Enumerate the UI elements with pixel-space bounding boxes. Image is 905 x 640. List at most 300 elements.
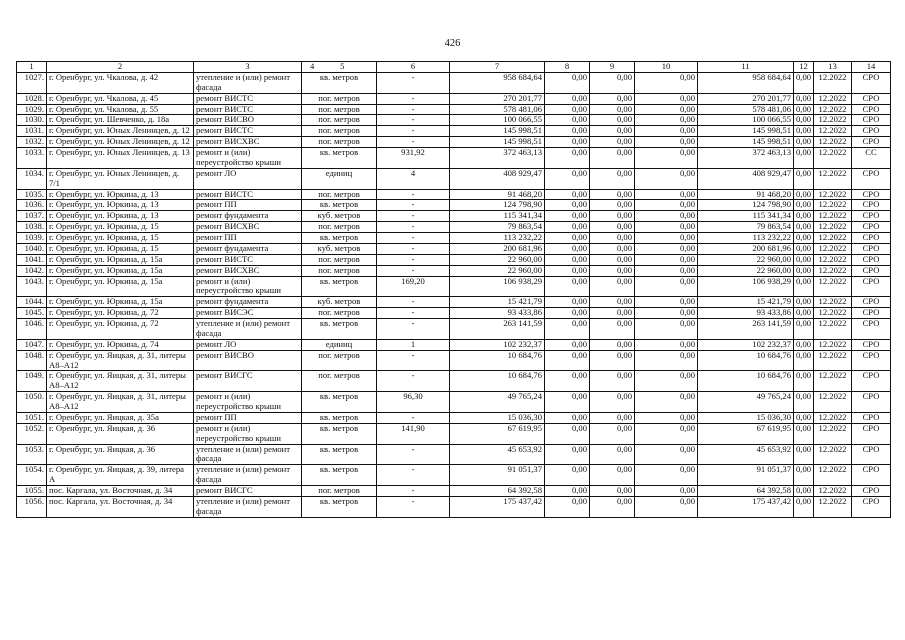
funds-3-cell: 0,00 [590, 412, 635, 423]
column-header-1: 1 [17, 62, 47, 73]
completion-date-cell: 12.2022 [814, 137, 852, 148]
method-cell: СРО [852, 371, 891, 392]
total-cost-cell: 175 437,42 [450, 496, 545, 517]
funds-2-cell: 0,00 [545, 423, 590, 444]
owners-funds-cell: 102 232,37 [698, 339, 794, 350]
volume-cell: 4 [377, 168, 450, 189]
row-number-cell: 1029. [17, 104, 47, 115]
volume-cell: - [377, 104, 450, 115]
column-header-13: 14 [852, 62, 891, 73]
funds-2-cell: 0,00 [545, 350, 590, 371]
funds-4-cell: 0,00 [635, 72, 698, 93]
method-cell: СРО [852, 465, 891, 486]
method-cell: СРО [852, 137, 891, 148]
funds-4-cell: 0,00 [635, 115, 698, 126]
row-number-cell: 1034. [17, 168, 47, 189]
total-cost-cell: 270 201,77 [450, 93, 545, 104]
works-register-table [16, 61, 891, 518]
method-cell: СРО [852, 222, 891, 233]
method-cell: СРО [852, 265, 891, 276]
funds-6-cell: 0,00 [794, 115, 814, 126]
column-header-8: 9 [590, 62, 635, 73]
work-type-cell: ремонт ЛО [194, 168, 302, 189]
table-row [17, 115, 891, 126]
funds-3-cell: 0,00 [590, 243, 635, 254]
method-cell: СРО [852, 486, 891, 497]
funds-4-cell: 0,00 [635, 137, 698, 148]
total-cost-cell: 79 863,54 [450, 222, 545, 233]
completion-date-cell: 12.2022 [814, 339, 852, 350]
funds-6-cell: 0,00 [794, 148, 814, 169]
owners-funds-cell: 958 684,64 [698, 72, 794, 93]
row-number-cell: 1048. [17, 350, 47, 371]
owners-funds-cell: 93 433,86 [698, 308, 794, 319]
address-cell: г. Оренбург, ул. Юркина, д. 15а [47, 254, 194, 265]
funds-4-cell: 0,00 [635, 126, 698, 137]
total-cost-cell: 45 653,92 [450, 444, 545, 465]
completion-date-cell: 12.2022 [814, 276, 852, 297]
unit-cell: кв. метров [302, 233, 377, 244]
address-cell: г. Оренбург, ул. Яицкая, д. 31, литеры А8–А12 [47, 350, 194, 371]
row-number-cell: 1043. [17, 276, 47, 297]
volume-cell: - [377, 72, 450, 93]
funds-6-cell: 0,00 [794, 496, 814, 517]
address-cell: г. Оренбург, ул. Юркина, д. 15а [47, 297, 194, 308]
funds-2-cell: 0,00 [545, 72, 590, 93]
address-cell: пос. Каргала, ул. Восточная, д. 34 [47, 486, 194, 497]
completion-date-cell: 12.2022 [814, 465, 852, 486]
funds-4-cell: 0,00 [635, 243, 698, 254]
total-cost-cell: 200 681,96 [450, 243, 545, 254]
unit-cell: кв. метров [302, 465, 377, 486]
address-cell: г. Оренбург, ул. Юных Ленинцев, д. 13 [47, 148, 194, 169]
row-number-cell: 1036. [17, 200, 47, 211]
funds-3-cell: 0,00 [590, 254, 635, 265]
funds-6-cell: 0,00 [794, 276, 814, 297]
completion-date-cell: 12.2022 [814, 371, 852, 392]
work-type-cell: утепление и (или) ремонт фасада [194, 72, 302, 93]
work-type-cell: ремонт ВИСХВС [194, 265, 302, 276]
funds-4-cell: 0,00 [635, 496, 698, 517]
method-cell: СРО [852, 319, 891, 340]
funds-3-cell: 0,00 [590, 339, 635, 350]
volume-cell: - [377, 93, 450, 104]
row-number-cell: 1053. [17, 444, 47, 465]
owners-funds-cell: 15 421,79 [698, 297, 794, 308]
address-cell: г. Оренбург, ул. Юркина, д. 15а [47, 276, 194, 297]
funds-6-cell: 0,00 [794, 486, 814, 497]
unit-cell: пог. метров [302, 126, 377, 137]
row-number-cell: 1052. [17, 423, 47, 444]
column-header-10: 11 [698, 62, 794, 73]
row-number-cell: 1037. [17, 211, 47, 222]
work-type-cell: ремонт ВИСТС [194, 254, 302, 265]
table-row [17, 200, 891, 211]
table-row [17, 308, 891, 319]
funds-4-cell: 0,00 [635, 339, 698, 350]
address-cell: г. Оренбург, ул. Юных Ленинцев, д. 7/1 [47, 168, 194, 189]
total-cost-cell: 408 929,47 [450, 168, 545, 189]
table-row [17, 350, 891, 371]
funds-6-cell: 0,00 [794, 392, 814, 413]
funds-3-cell: 0,00 [590, 392, 635, 413]
funds-6-cell: 0,00 [794, 254, 814, 265]
table-row [17, 137, 891, 148]
row-number-cell: 1041. [17, 254, 47, 265]
total-cost-cell: 263 141,59 [450, 319, 545, 340]
method-cell: СРО [852, 126, 891, 137]
owners-funds-cell: 145 998,51 [698, 126, 794, 137]
row-number-cell: 1027. [17, 72, 47, 93]
volume-cell: - [377, 444, 450, 465]
method-cell: СРО [852, 308, 891, 319]
funds-4-cell: 0,00 [635, 371, 698, 392]
total-cost-cell: 958 684,64 [450, 72, 545, 93]
address-cell: г. Оренбург, ул. Чкалова, д. 55 [47, 104, 194, 115]
funds-4-cell: 0,00 [635, 444, 698, 465]
column-header-6: 7 [450, 62, 545, 73]
unit-cell: кв. метров [302, 392, 377, 413]
work-type-cell: ремонт и (или) переустройство крыши [194, 148, 302, 169]
completion-date-cell: 12.2022 [814, 254, 852, 265]
row-number-cell: 1047. [17, 339, 47, 350]
funds-4-cell: 0,00 [635, 104, 698, 115]
funds-3-cell: 0,00 [590, 104, 635, 115]
funds-4-cell: 0,00 [635, 276, 698, 297]
address-cell: г. Оренбург, ул. Юркина, д. 15 [47, 222, 194, 233]
row-number-cell: 1046. [17, 319, 47, 340]
unit-cell: кв. метров [302, 496, 377, 517]
funds-6-cell: 0,00 [794, 104, 814, 115]
completion-date-cell: 12.2022 [814, 93, 852, 104]
volume-cell: 141,90 [377, 423, 450, 444]
funds-2-cell: 0,00 [545, 254, 590, 265]
unit-cell: кв. метров [302, 423, 377, 444]
row-number-cell: 1049. [17, 371, 47, 392]
funds-6-cell: 0,00 [794, 265, 814, 276]
completion-date-cell: 12.2022 [814, 308, 852, 319]
method-cell: СРО [852, 233, 891, 244]
method-cell: СС [852, 148, 891, 169]
funds-3-cell: 0,00 [590, 222, 635, 233]
work-type-cell: ремонт ВИСХВС [194, 222, 302, 233]
volume-cell: - [377, 319, 450, 340]
address-cell: г. Оренбург, ул. Яицкая, д. 35а [47, 412, 194, 423]
funds-3-cell: 0,00 [590, 148, 635, 169]
total-cost-cell: 106 938,29 [450, 276, 545, 297]
funds-3-cell: 0,00 [590, 444, 635, 465]
row-number-cell: 1051. [17, 412, 47, 423]
funds-6-cell: 0,00 [794, 93, 814, 104]
unit-cell: куб. метров [302, 297, 377, 308]
completion-date-cell: 12.2022 [814, 72, 852, 93]
address-cell: г. Оренбург, ул. Юных Ленинцев, д. 12 [47, 137, 194, 148]
volume-cell: - [377, 137, 450, 148]
address-cell: г. Оренбург, ул. Юркина, д. 13 [47, 211, 194, 222]
funds-2-cell: 0,00 [545, 93, 590, 104]
funds-3-cell: 0,00 [590, 189, 635, 200]
funds-6-cell: 0,00 [794, 339, 814, 350]
row-number-cell: 1033. [17, 148, 47, 169]
owners-funds-cell: 124 798,90 [698, 200, 794, 211]
owners-funds-cell: 115 341,34 [698, 211, 794, 222]
unit-cell: кв. метров [302, 200, 377, 211]
funds-2-cell: 0,00 [545, 297, 590, 308]
funds-3-cell: 0,00 [590, 297, 635, 308]
funds-3-cell: 0,00 [590, 308, 635, 319]
row-number-cell: 1039. [17, 233, 47, 244]
volume-cell: - [377, 265, 450, 276]
row-number-cell: 1042. [17, 265, 47, 276]
table-header [17, 62, 891, 73]
funds-2-cell: 0,00 [545, 339, 590, 350]
work-type-cell: утепление и (или) ремонт фасада [194, 465, 302, 486]
volume-cell: - [377, 371, 450, 392]
unit-cell: пог. метров [302, 115, 377, 126]
unit-cell: пог. метров [302, 93, 377, 104]
owners-funds-cell: 10 684,76 [698, 350, 794, 371]
unit-cell: единиц [302, 339, 377, 350]
table-row [17, 168, 891, 189]
work-type-cell: ремонт ВИСХВС [194, 137, 302, 148]
unit-cell: пог. метров [302, 265, 377, 276]
funds-6-cell: 0,00 [794, 189, 814, 200]
address-cell: г. Оренбург, ул. Юркина, д. 15 [47, 233, 194, 244]
method-cell: СРО [852, 350, 891, 371]
work-type-cell: ремонт ВИСВО [194, 350, 302, 371]
work-type-cell: утепление и (или) ремонт фасада [194, 319, 302, 340]
funds-4-cell: 0,00 [635, 168, 698, 189]
unit-cell: кв. метров [302, 276, 377, 297]
unit-cell: кв. метров [302, 148, 377, 169]
owners-funds-cell: 10 684,76 [698, 371, 794, 392]
completion-date-cell: 12.2022 [814, 115, 852, 126]
funds-6-cell: 0,00 [794, 465, 814, 486]
funds-6-cell: 0,00 [794, 319, 814, 340]
total-cost-cell: 67 619,95 [450, 423, 545, 444]
funds-4-cell: 0,00 [635, 148, 698, 169]
address-cell: г. Оренбург, ул. Юркина, д. 13 [47, 189, 194, 200]
work-type-cell: ремонт ВИСГС [194, 486, 302, 497]
completion-date-cell: 12.2022 [814, 104, 852, 115]
row-number-cell: 1035. [17, 189, 47, 200]
row-number-cell: 1040. [17, 243, 47, 254]
owners-funds-cell: 91 051,37 [698, 465, 794, 486]
row-number-cell: 1050. [17, 392, 47, 413]
address-cell: г. Оренбург, ул. Яицкая, д. 31, литеры А8–А12 [47, 371, 194, 392]
funds-6-cell: 0,00 [794, 423, 814, 444]
table-row [17, 496, 891, 517]
work-type-cell: ремонт ВИСЭС [194, 308, 302, 319]
page-number: 426 [444, 38, 461, 49]
funds-3-cell: 0,00 [590, 465, 635, 486]
address-cell: г. Оренбург, ул. Юркина, д. 15 [47, 243, 194, 254]
work-type-cell: ремонт ПП [194, 200, 302, 211]
funds-4-cell: 0,00 [635, 233, 698, 244]
method-cell: СРО [852, 189, 891, 200]
address-cell: г. Оренбург, ул. Чкалова, д. 42 [47, 72, 194, 93]
funds-3-cell: 0,00 [590, 72, 635, 93]
address-cell: г. Оренбург, ул. Яицкая, д. 36 [47, 444, 194, 465]
funds-2-cell: 0,00 [545, 308, 590, 319]
unit-cell: кв. метров [302, 412, 377, 423]
work-type-cell: ремонт ПП [194, 412, 302, 423]
total-cost-cell: 22 960,00 [450, 254, 545, 265]
funds-2-cell: 0,00 [545, 115, 590, 126]
funds-4-cell: 0,00 [635, 350, 698, 371]
owners-funds-cell: 106 938,29 [698, 276, 794, 297]
completion-date-cell: 12.2022 [814, 297, 852, 308]
unit-cell: пог. метров [302, 189, 377, 200]
total-cost-cell: 10 684,76 [450, 371, 545, 392]
total-cost-cell: 10 684,76 [450, 350, 545, 371]
method-cell: СРО [852, 168, 891, 189]
completion-date-cell: 12.2022 [814, 189, 852, 200]
funds-3-cell: 0,00 [590, 168, 635, 189]
funds-3-cell: 0,00 [590, 319, 635, 340]
completion-date-cell: 12.2022 [814, 392, 852, 413]
funds-6-cell: 0,00 [794, 243, 814, 254]
funds-2-cell: 0,00 [545, 104, 590, 115]
address-cell: г. Оренбург, ул. Яицкая, д. 39, литера А [47, 465, 194, 486]
method-cell: СРО [852, 211, 891, 222]
method-cell: СРО [852, 254, 891, 265]
row-number-cell: 1044. [17, 297, 47, 308]
funds-6-cell: 0,00 [794, 72, 814, 93]
total-cost-cell: 124 798,90 [450, 200, 545, 211]
table-row [17, 392, 891, 413]
unit-cell: кв. метров [302, 444, 377, 465]
total-cost-cell: 100 066,55 [450, 115, 545, 126]
unit-cell: пог. метров [302, 222, 377, 233]
owners-funds-cell: 372 463,13 [698, 148, 794, 169]
table-row [17, 276, 891, 297]
table-row [17, 72, 891, 93]
column-header-3: 3 [194, 62, 302, 73]
owners-funds-cell: 79 863,54 [698, 222, 794, 233]
volume-cell: - [377, 297, 450, 308]
address-cell: г. Оренбург, ул. Юркина, д. 13 [47, 200, 194, 211]
funds-2-cell: 0,00 [545, 211, 590, 222]
column-header-12: 13 [814, 62, 852, 73]
funds-4-cell: 0,00 [635, 200, 698, 211]
column-header-2: 2 [47, 62, 194, 73]
method-cell: СРО [852, 72, 891, 93]
work-type-cell: ремонт и (или) переустройство крыши [194, 423, 302, 444]
table-row [17, 297, 891, 308]
funds-3-cell: 0,00 [590, 423, 635, 444]
table-body [17, 72, 891, 517]
total-cost-cell: 145 998,51 [450, 126, 545, 137]
funds-3-cell: 0,00 [590, 211, 635, 222]
unit-cell: кв. метров [302, 319, 377, 340]
column-header-9: 10 [635, 62, 698, 73]
funds-6-cell: 0,00 [794, 297, 814, 308]
funds-3-cell: 0,00 [590, 496, 635, 517]
row-number-cell: 1028. [17, 93, 47, 104]
volume-cell: - [377, 243, 450, 254]
funds-2-cell: 0,00 [545, 137, 590, 148]
total-cost-cell: 64 392,58 [450, 486, 545, 497]
column-header-7: 8 [545, 62, 590, 73]
funds-4-cell: 0,00 [635, 189, 698, 200]
funds-4-cell: 0,00 [635, 486, 698, 497]
owners-funds-cell: 113 232,22 [698, 233, 794, 244]
method-cell: СРО [852, 243, 891, 254]
completion-date-cell: 12.2022 [814, 148, 852, 169]
funds-2-cell: 0,00 [545, 265, 590, 276]
total-cost-cell: 93 433,86 [450, 308, 545, 319]
table-row [17, 486, 891, 497]
table-row [17, 211, 891, 222]
address-cell: г. Оренбург, ул. Яицкая, д. 31, литеры А8–А12 [47, 392, 194, 413]
completion-date-cell: 12.2022 [814, 423, 852, 444]
owners-funds-cell: 67 619,95 [698, 423, 794, 444]
funds-6-cell: 0,00 [794, 444, 814, 465]
method-cell: СРО [852, 104, 891, 115]
total-cost-cell: 145 998,51 [450, 137, 545, 148]
owners-funds-cell: 145 998,51 [698, 137, 794, 148]
owners-funds-cell: 15 036,30 [698, 412, 794, 423]
funds-2-cell: 0,00 [545, 465, 590, 486]
total-cost-cell: 22 960,00 [450, 265, 545, 276]
unit-cell: пог. метров [302, 137, 377, 148]
funds-4-cell: 0,00 [635, 465, 698, 486]
funds-2-cell: 0,00 [545, 412, 590, 423]
funds-3-cell: 0,00 [590, 137, 635, 148]
volume-cell: - [377, 200, 450, 211]
table-row [17, 412, 891, 423]
funds-4-cell: 0,00 [635, 423, 698, 444]
unit-cell: пог. метров [302, 254, 377, 265]
volume-cell: - [377, 486, 450, 497]
table-row [17, 233, 891, 244]
funds-2-cell: 0,00 [545, 371, 590, 392]
volume-cell: - [377, 350, 450, 371]
funds-2-cell: 0,00 [545, 486, 590, 497]
method-cell: СРО [852, 297, 891, 308]
funds-4-cell: 0,00 [635, 412, 698, 423]
completion-date-cell: 12.2022 [814, 444, 852, 465]
volume-cell: 169,20 [377, 276, 450, 297]
method-cell: СРО [852, 423, 891, 444]
volume-cell: - [377, 254, 450, 265]
unit-cell: пог. метров [302, 371, 377, 392]
work-type-cell: ремонт фундамента [194, 211, 302, 222]
volume-cell: - [377, 211, 450, 222]
funds-3-cell: 0,00 [590, 486, 635, 497]
volume-cell: - [377, 233, 450, 244]
table-row [17, 93, 891, 104]
completion-date-cell: 12.2022 [814, 243, 852, 254]
method-cell: СРО [852, 412, 891, 423]
work-type-cell: ремонт ВИСТС [194, 126, 302, 137]
completion-date-cell: 12.2022 [814, 350, 852, 371]
completion-date-cell: 12.2022 [814, 168, 852, 189]
address-cell: г. Оренбург, ул. Юркина, д. 74 [47, 339, 194, 350]
owners-funds-cell: 408 929,47 [698, 168, 794, 189]
funds-2-cell: 0,00 [545, 233, 590, 244]
method-cell: СРО [852, 339, 891, 350]
work-type-cell: ремонт ВИСТС [194, 104, 302, 115]
address-cell: г. Оренбург, ул. Юркина, д. 15а [47, 265, 194, 276]
volume-cell: 931,92 [377, 148, 450, 169]
funds-3-cell: 0,00 [590, 200, 635, 211]
unit-cell: куб. метров [302, 243, 377, 254]
row-number-cell: 1032. [17, 137, 47, 148]
owners-funds-cell: 49 765,24 [698, 392, 794, 413]
funds-2-cell: 0,00 [545, 189, 590, 200]
